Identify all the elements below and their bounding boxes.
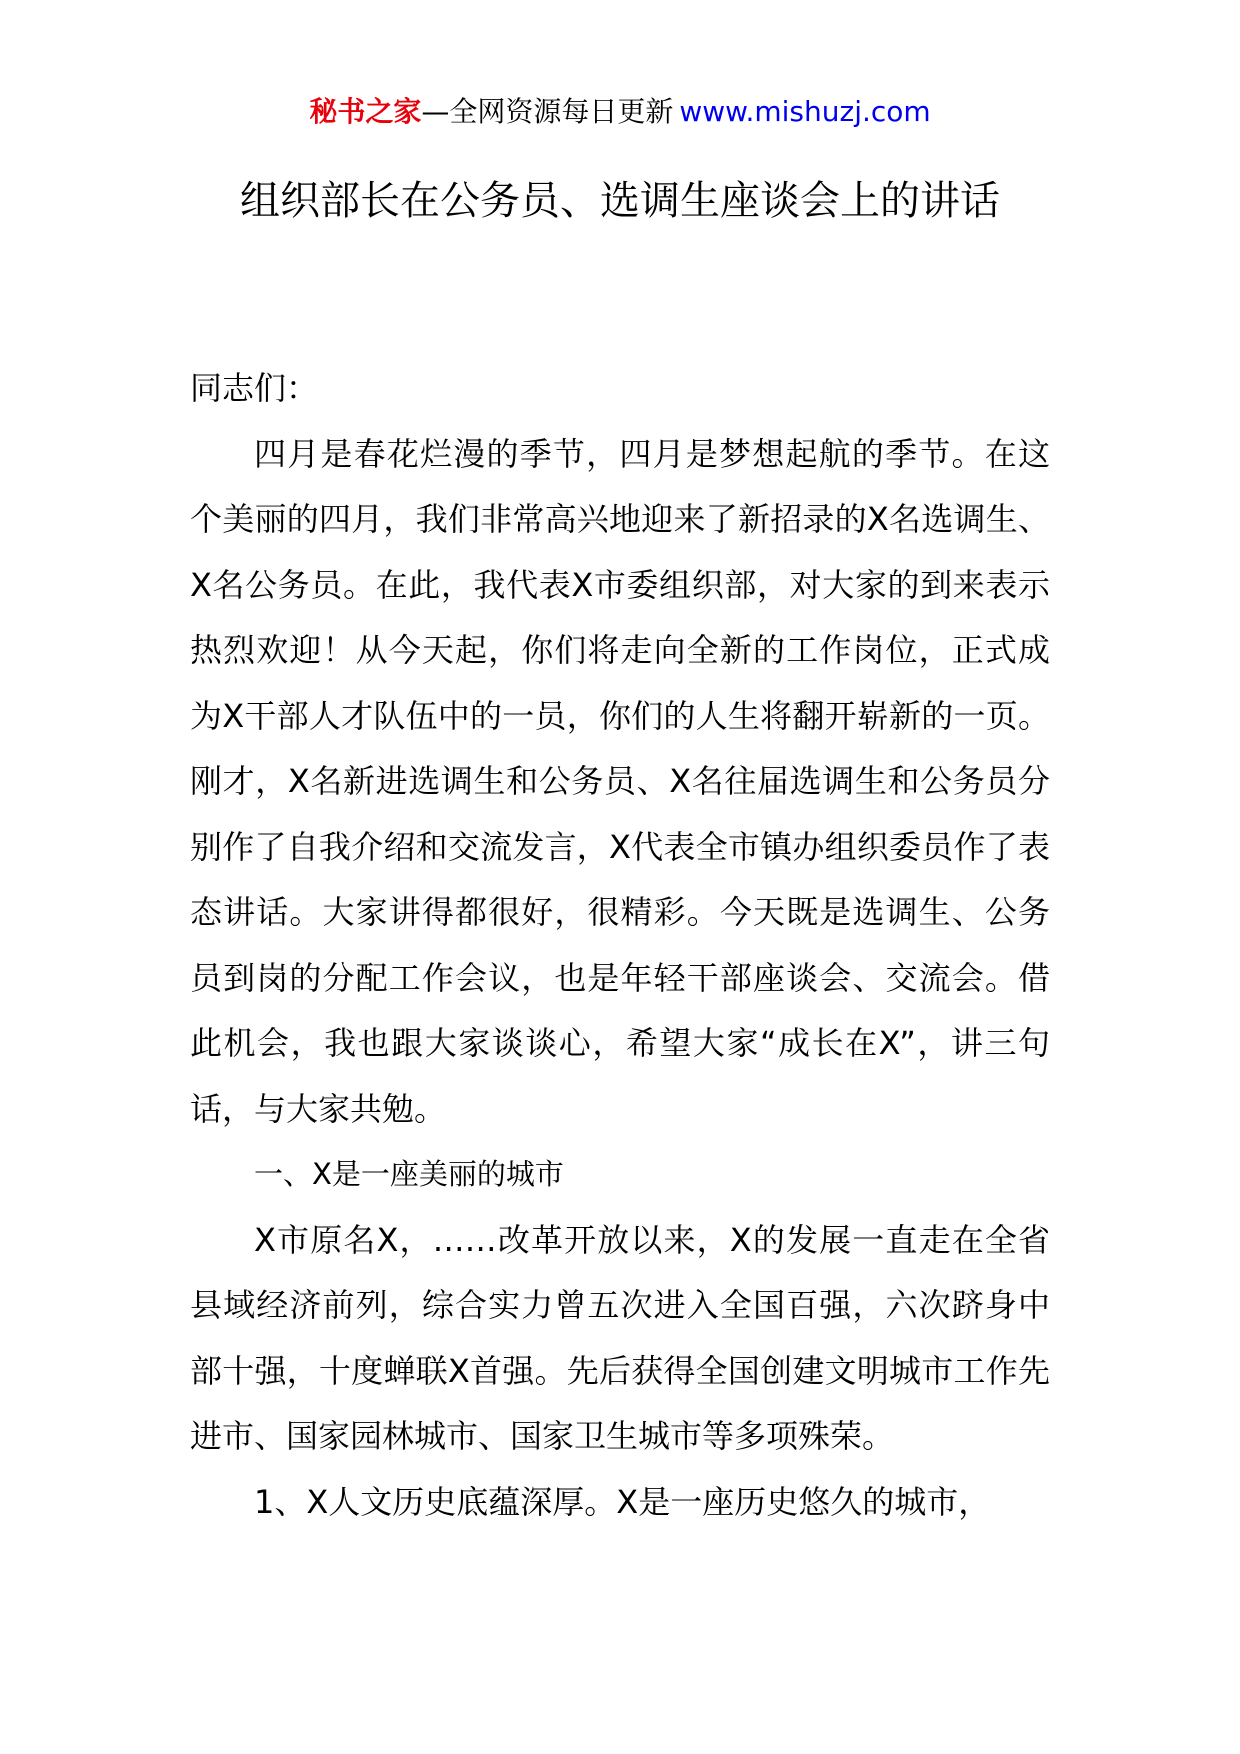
site-url-link[interactable]: www.mishuzj.com [679,95,931,128]
brand-name: 秘书之家 [309,95,422,128]
document-body [190,356,1050,1535]
subsection-1-start: 1、X人文历史底蕴深厚。X是一座历史悠久的城市， [254,1482,991,1521]
paragraph-section-1: X市原名X，……改革开放以来，X的发展一直走在全省县域经济前列，综合实力曾五次进入全国百强，六次跻身中部十强，十度蝉联X首强。先后获得全国创建文明城市工作先进市、国家园林城市、国家卫生城市等多项殊荣。 [190,1220,1050,1455]
salutation: 同志们： [190,369,319,407]
section-heading-1: 一、X是一座美丽的城市 [254,1157,564,1191]
document-title: 组织部长在公务员、选调生座谈会上的讲话 [240,178,1000,224]
header-tagline: —全网资源每日更新 [421,95,674,128]
paragraph-intro: 四月是春花烂漫的季节，四月是梦想起航的季节。在这个美丽的四月，我们非常高兴地迎来了新招录的X名选调生、X名公务员。在此，我代表X市委组织部，对大家的到来表示热烈欢迎！从今天起，你们将走向全新的工作岗位，正式成为X干部人才队伍中的一员，你们的人生将翻开崭新的一页。刚才，X名新进选调生和公务员、X名往届选调生和公务员分别作了自我介绍和交流发言，X代表全市镇办组织委员作了表态讲话。大家讲得都很好，很精彩。今天既是选调生、公务员到岗的分配工作会议，也是年轻干部座谈会、交流会。借此机会，我也跟大家谈谈心，希望大家“成长在X”，讲三句话，与大家共勉。 [190,434,1050,1128]
site-header [0,92,1240,132]
